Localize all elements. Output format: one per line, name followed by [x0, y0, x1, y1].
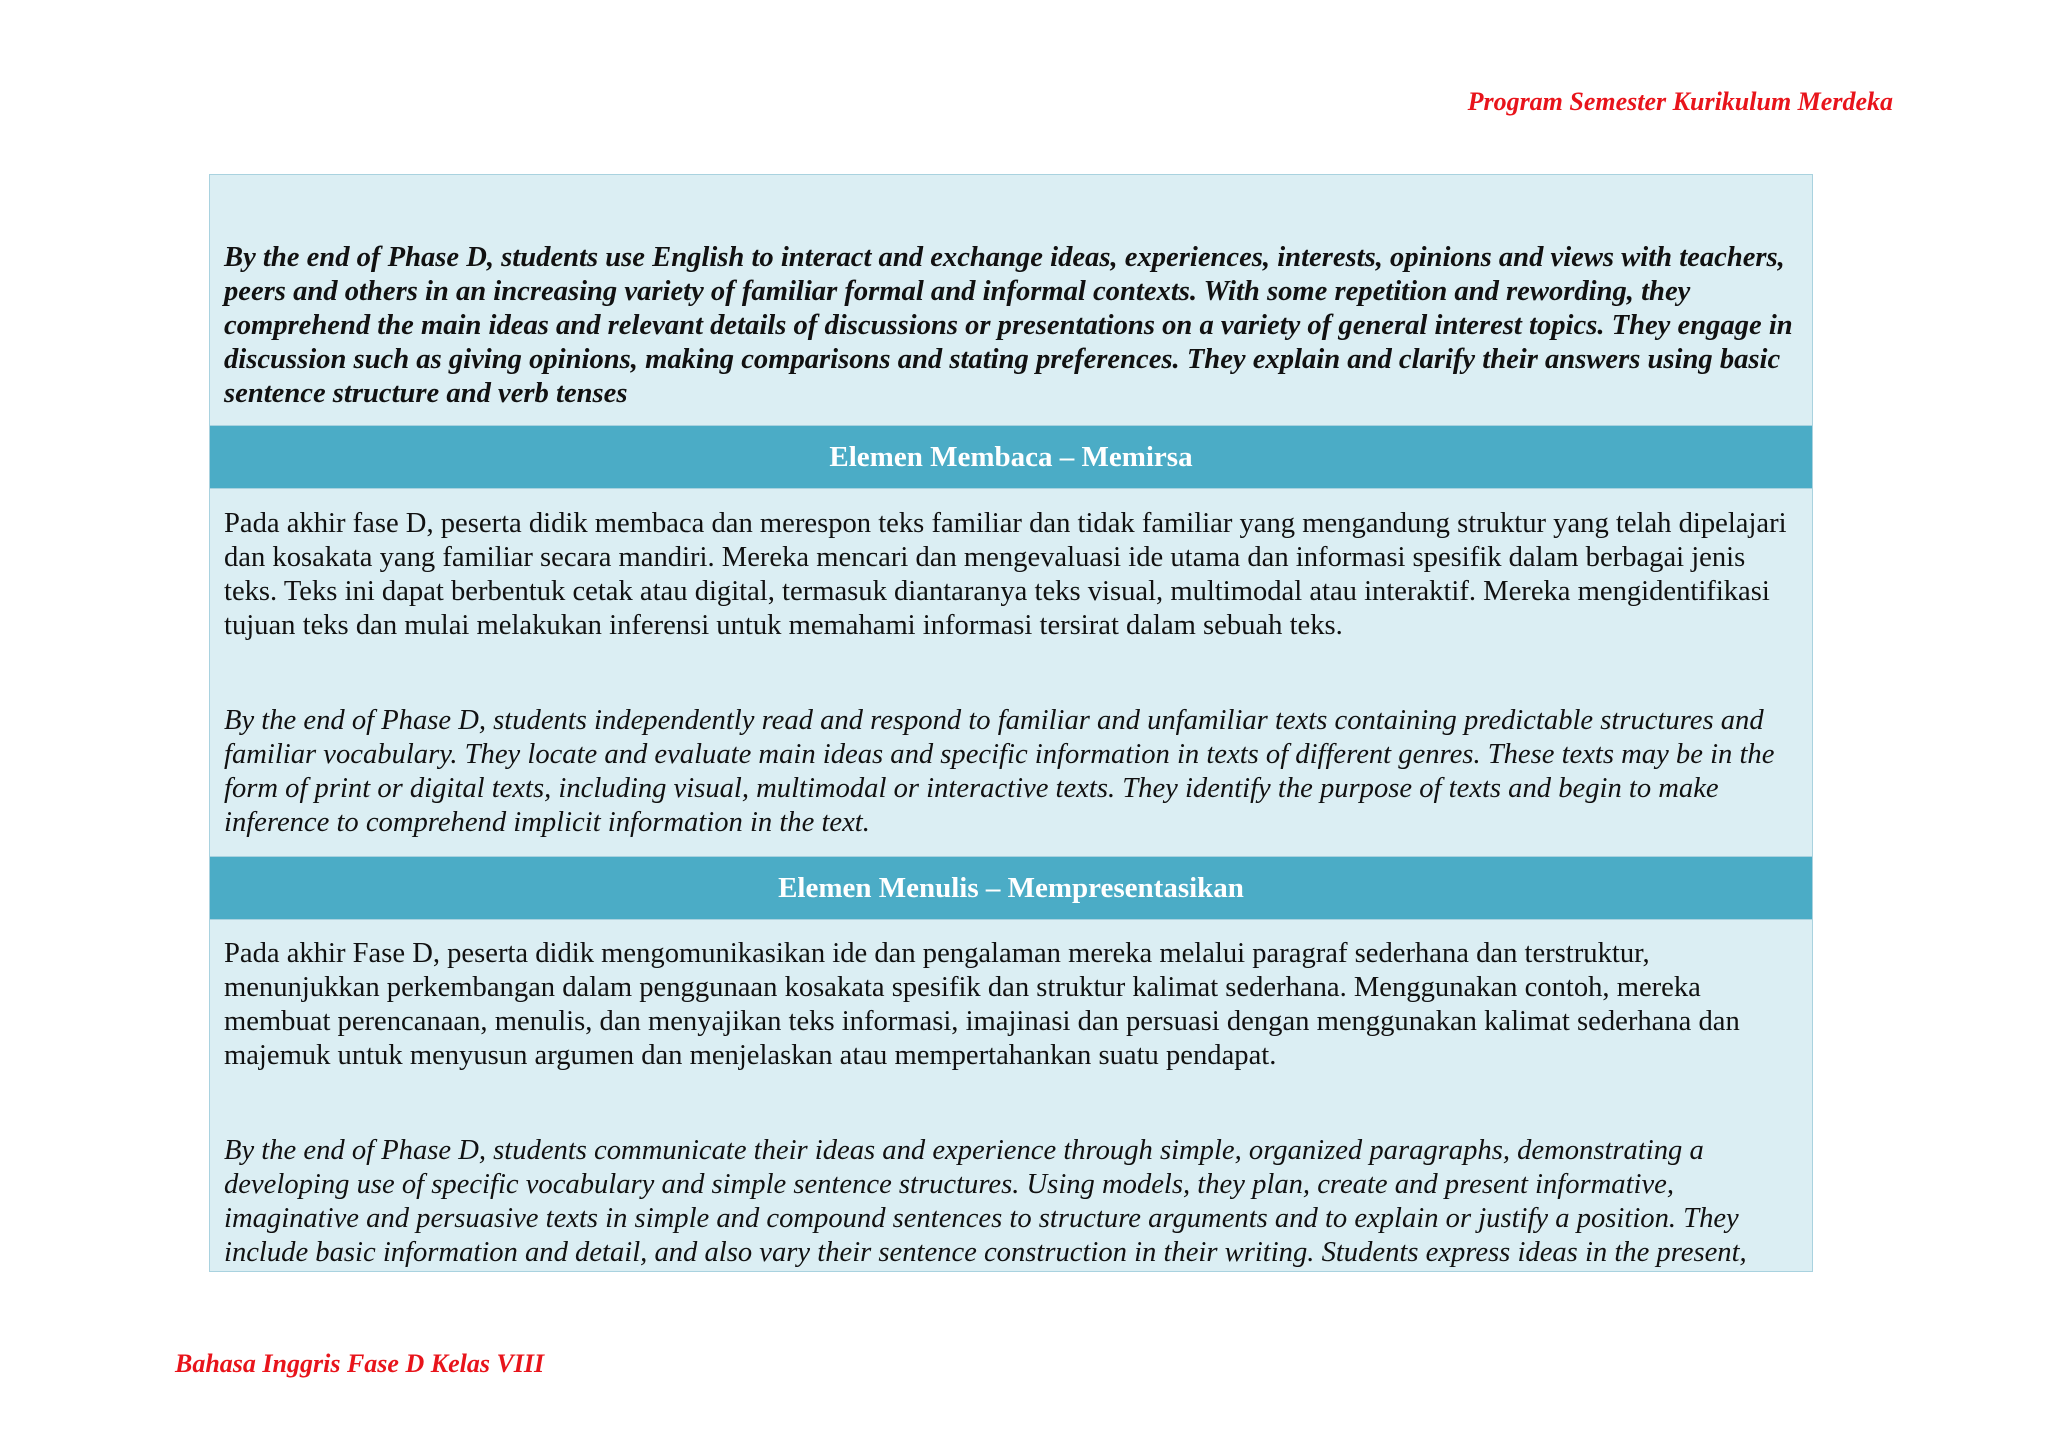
reading-element-cell-id	[210, 507, 1812, 643]
learning-outcomes-table	[209, 174, 1813, 1272]
reading-text-indonesian: Pada akhir fase D, peserta didik membaca dan merespon teks familiar dan tidak familiar yang mengandung struktur yang telah dipelajari dan kosakata yang familiar secara mandiri. Mereka mencari dan mengevaluasi ide utama dan informasi spesifik dalam berbagai jenis teks. Teks ini dapat berbentuk cetak atau digital, termasuk diantaranya teks visual, multimodal atau interaktif. Mereka mengidentifikasi tujuan teks dan mulai melakukan inferensi untuk memahami informasi tersirat dalam sebuah teks.	[224, 508, 1787, 641]
phase-d-overview-text: By the end of Phase D, students use English to interact and exchange ideas, experiences, interests, opinions and views with teachers, peers and others in an increasing variety of familiar formal and informal contexts. With some repetition and rewording, they comprehend the main ideas and relevant details of discussions or presentations on a variety of general interest topics. They engage in discussion such as giving opinions, making comparisons and stating preferences. They explain and clarify their answers using basic sentence structure and verb tenses	[224, 242, 1793, 409]
reading-element-heading: Elemen Membaca – Memirsa	[210, 425, 1812, 489]
writing-text-english: By the end of Phase D, students communicate their ideas and experience through simple, organized paragraphs, demonstrating a developing use of specific vocabulary and simple sentence structures. Using models, they plan, create and present informative, imaginative and persuasive texts in simple and compound sentences to structure arguments and to explain or justify a position. They include basic information and detail, and also vary their sentence construction in their writing. Students express ideas in the present,	[224, 1135, 1747, 1268]
page-header-title: Program Semester Kurikulum Merdeka	[1467, 87, 1893, 116]
phase-d-overview-cell	[210, 241, 1812, 411]
writing-element-heading: Elemen Menulis – Mempresentasikan	[210, 856, 1812, 920]
page-footer-title: Bahasa Inggris Fase D Kelas VIII	[175, 1349, 545, 1378]
writing-element-cell-en	[210, 1134, 1812, 1270]
writing-element-cell-id	[210, 937, 1812, 1073]
reading-text-english: By the end of Phase D, students independently read and respond to familiar and unfamiliar texts containing predictable structures and familiar vocabulary. They locate and evaluate main ideas and specific information in texts of different genres. These texts may be in the form of print or digital texts, including visual, multimodal or interactive texts. They identify the purpose of texts and begin to make inference to comprehend implicit information in the text.	[224, 705, 1775, 838]
writing-text-indonesian: Pada akhir Fase D, peserta didik mengomunikasikan ide dan pengalaman mereka melalui paragraf sederhana dan terstruktur, menunjukkan perkembangan dalam penggunaan kosakata spesifik dan struktur kalimat sederhana. Menggunakan contoh, mereka membuat perencanaan, menulis, dan menyajikan teks informasi, imajinasi dan persuasi dengan menggunakan kalimat sederhana dan majemuk untuk menyusun argumen dan menjelaskan atau mempertahankan suatu pendapat.	[224, 938, 1740, 1071]
reading-element-cell-en	[210, 704, 1812, 840]
